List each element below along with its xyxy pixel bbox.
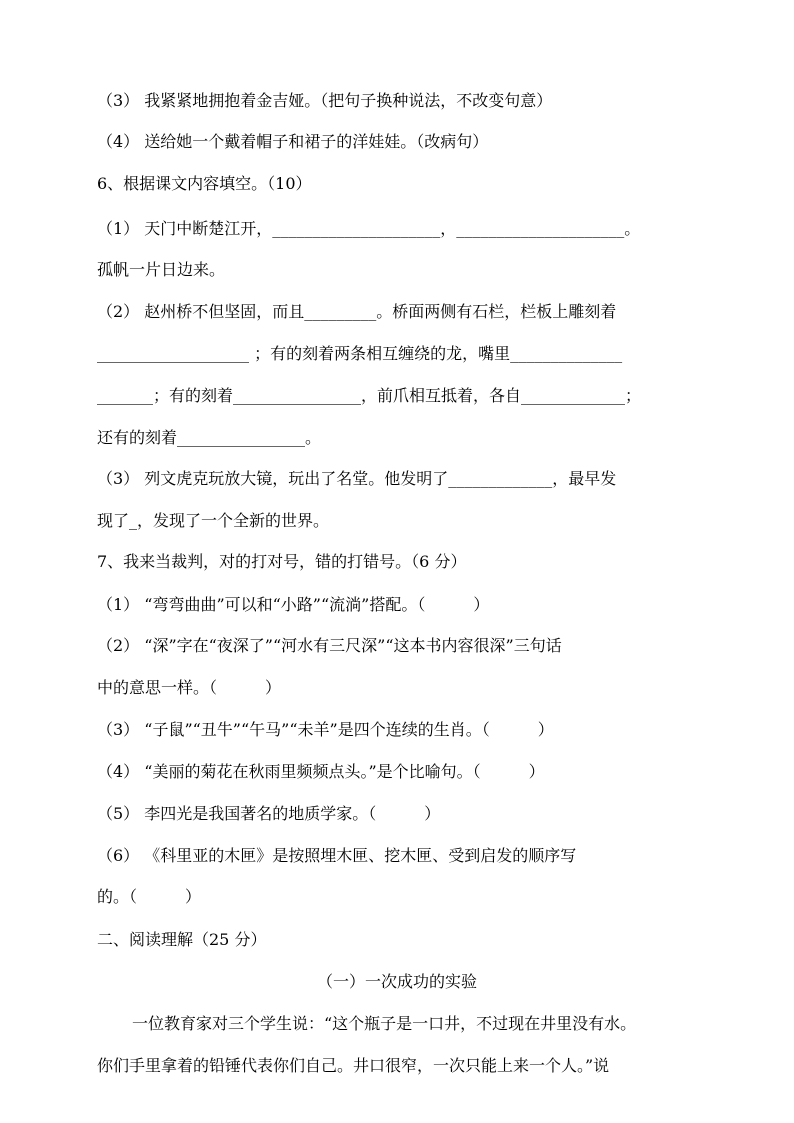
question-6-3-cont: 现了_，发现了一个全新的世界。 xyxy=(97,511,330,530)
question-7-6: （6） 《科里亚的木匣》是按照埋木匣、挖木匣、受到启发的顺序写 xyxy=(97,846,577,865)
question-7-4: （4） “美丽的菊花在秋雨里频频点头。”是个比喻句。（ ） xyxy=(97,762,545,781)
question-5-3: （3） 我紧紧地拥抱着金吉娅。（把句子换种说法，不改变句意） xyxy=(97,91,553,110)
question-5-4: （4） 送给她一个戴着帽子和裙子的洋娃娃。（改病句） xyxy=(97,132,489,151)
question-6-1: （1） 天门中断楚江开，_____________________，_____________________。 xyxy=(97,219,641,238)
question-7-1: （1） “弯弯曲曲”可以和“小路”“流淌”搭配。（ ） xyxy=(97,595,490,614)
question-6-2-line4: 还有的刻着________________。 xyxy=(97,428,322,447)
question-7-2-cont: 中的意思一样。（ ） xyxy=(97,678,282,697)
question-6-2-line3: _______；有的刻着________________，前爪相互抵着，各自_____________； xyxy=(97,386,642,405)
question-6-2: （2） 赵州桥不但坚固，而且_________。桥面两侧有石栏，栏板上雕刻着 xyxy=(97,302,617,321)
section-2-heading: 二、阅读理解（25 分） xyxy=(97,930,267,949)
section-7-heading: 7、我来当裁判，对的打对号，错的打错号。（6 分） xyxy=(97,552,467,571)
question-6-2-line2: ___________________ ；有的刻着两条相互缠绕的龙，嘴里______________ xyxy=(97,344,623,363)
reading-paragraph-line1: 一位教育家对三个学生说：“这个瓶子是一口井，不过现在井里没有水。 xyxy=(132,1014,637,1033)
reading-paragraph-line2: 你们手里拿着的铅锤代表你们自己。井口很窄，一次只能上来一个人。”说 xyxy=(97,1056,610,1075)
question-7-3: （3） “子鼠”“丑牛”“午马”“未羊”是四个连续的生肖。（ ） xyxy=(97,720,554,739)
question-7-5: （5） 李四光是我国著名的地质学家。（ ） xyxy=(97,804,441,823)
section-6-heading: 6、根据课文内容填空。（10） xyxy=(97,174,312,193)
question-7-6-cont: 的。（ ） xyxy=(97,887,202,906)
question-7-2: （2） “深”字在“夜深了”“河水有三尺深”“这本书内容很深”三句话 xyxy=(97,636,562,655)
reading-title: （一）一次成功的实验 xyxy=(316,972,477,991)
question-6-3: （3） 列文虎克玩放大镜，玩出了名堂。他发明了_____________，最早发 xyxy=(97,469,617,488)
question-6-1-cont: 孤帆一片日边来。 xyxy=(97,260,226,279)
